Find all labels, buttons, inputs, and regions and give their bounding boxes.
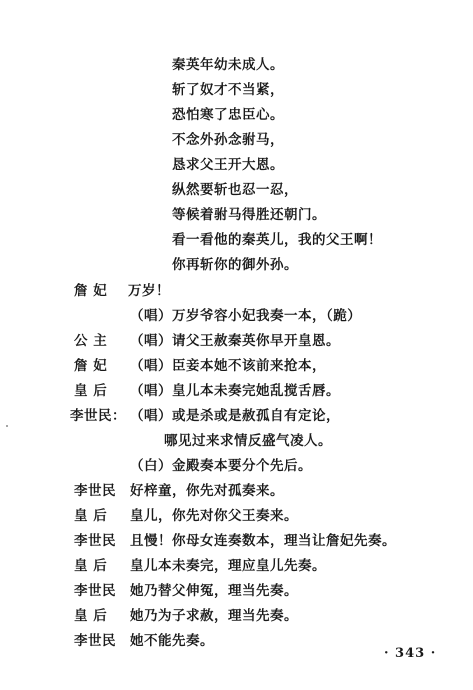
speaker-name: 皇 后 <box>74 383 108 399</box>
speech-text: （唱）万岁爷容小妃我奏一本，（跪） <box>130 308 362 324</box>
speech-text: 皇儿，你先对你父王奏来。 <box>130 508 298 524</box>
speech-text: （唱）或是杀或是赦孤自有定论， <box>130 408 340 424</box>
speech-text: （唱）皇儿本未奏完她乱搅舌唇。 <box>130 383 340 399</box>
speech-text: 且慢！你母女连奏数本，理当让詹妃先奏。 <box>130 533 396 549</box>
speech-text: （白）金殿奏本要分个先后。 <box>130 458 312 474</box>
verse-line: 秦英年幼未成人。 <box>172 57 284 73</box>
speech-text: 皇儿本未奏完，理应皇儿先奏。 <box>130 558 326 574</box>
speech-text: 她乃为子求赦，理当先奏。 <box>130 608 298 624</box>
verse-line: 纵然要斩也忍一忍， <box>172 182 298 198</box>
speaker-name: 李世民 <box>74 483 116 499</box>
speaker-name: 詹 妃 <box>74 283 108 299</box>
speaker-name: 李世民 <box>74 583 116 599</box>
speaker-name: 公 主 <box>74 333 108 349</box>
verse-line: 等候着驸马得胜还朝门。 <box>172 207 326 223</box>
verse-line: 斩了奴才不当紧， <box>172 82 284 98</box>
speaker-name: 詹 妃 <box>74 358 108 374</box>
speaker-name: 李世民 <box>74 633 116 649</box>
speaker-name: 皇 后 <box>74 608 108 624</box>
speaker-name: 皇 后 <box>74 508 108 524</box>
speech-text: （唱）请父王赦秦英你早开皇恩。 <box>130 333 340 349</box>
verse-line: 恳求父王开大恩。 <box>172 157 284 173</box>
speech-text: 好梓童，你先对孤奏来。 <box>130 483 284 499</box>
speech-text: 万岁！ <box>128 283 170 299</box>
scan-speck <box>6 425 8 427</box>
speech-text: 哪见过来求情反盛气凌人。 <box>164 433 332 449</box>
speaker-name: 李世民 <box>74 533 116 549</box>
speech-text: 她乃替父伸冤，理当先奏。 <box>130 583 298 599</box>
speech-text: 她不能先奏。 <box>130 633 214 649</box>
verse-line: 看一看他的秦英儿，我的父王啊！ <box>172 232 382 248</box>
verse-line: 不念外孙念驸马， <box>172 132 284 148</box>
verse-line: 你再斩你的御外孙。 <box>172 257 298 273</box>
speaker-name: 皇 后 <box>74 558 108 574</box>
page-number: · 343 · <box>384 646 437 661</box>
verse-line: 恐怕寒了忠臣心。 <box>172 107 284 123</box>
speaker-name: 李世民： <box>70 408 126 424</box>
speech-text: （唱）臣妾本她不该前来抢本， <box>130 358 326 374</box>
